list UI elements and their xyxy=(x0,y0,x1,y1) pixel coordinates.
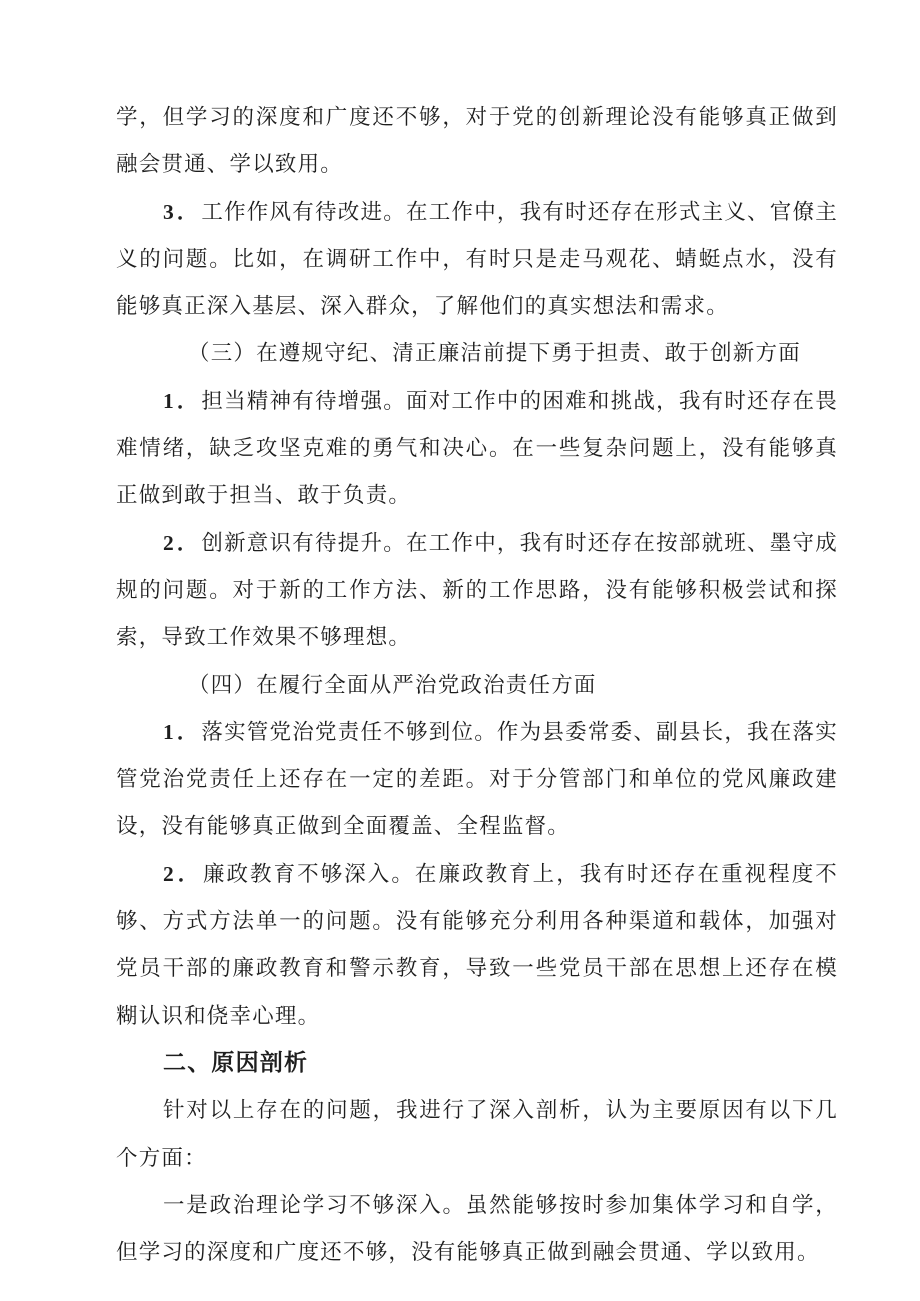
section-heading-text: 二、原因剖析 xyxy=(163,1049,309,1076)
item-number: 3． xyxy=(163,199,202,224)
paragraph-item-2-integrity-education xyxy=(116,851,838,1040)
paragraph-text: 一是政治理论学习不够深入。虽然能够按时参加集体学习和自学，但学习的深度和广度还不够，没有能够真正做到融会贯通、学以致用。 xyxy=(116,1192,838,1266)
subheading-three xyxy=(116,330,838,377)
paragraph-analysis-intro xyxy=(116,1087,838,1182)
paragraph-text: 学，但学习的深度和广度还不够，对于党的创新理论没有能够真正做到融会贯通、学以致用。 xyxy=(116,105,838,178)
item-number: 1． xyxy=(163,388,202,413)
paragraph-cause-one xyxy=(116,1182,838,1277)
item-number: 1． xyxy=(163,719,202,744)
paragraph-text: 针对以上存在的问题，我进行了深入剖析，认为主要原因有以下几个方面： xyxy=(116,1098,838,1171)
paragraph-continuation xyxy=(116,94,838,189)
subheading-text: （四）在履行全面从严治党政治责任方面 xyxy=(188,672,597,698)
paragraph-item-1-party-governance xyxy=(116,709,838,851)
item-number: 2． xyxy=(163,861,203,886)
document-body xyxy=(116,94,838,1276)
paragraph-text: 廉政教育不够深入。在廉政教育上，我有时还存在重视程度不够、方式方法单一的问题。没有能够充分利用各种渠道和载体，加强对党员干部的廉政教育和警示教育，导致一些党员干部在思想上还存在模糊认识和侥幸心理。 xyxy=(116,861,838,1029)
subheading-text: （三）在遵规守纪、清正廉洁前提下勇于担责、敢于创新方面 xyxy=(188,341,801,367)
item-number: 2． xyxy=(163,530,202,555)
section-heading-cause-analysis xyxy=(116,1040,838,1087)
subheading-four xyxy=(116,662,838,709)
paragraph-text: 落实管党治党责任不够到位。作为县委常委、副县长，我在落实管党治党责任上还存在一定的差距。对于分管部门和单位的党风廉政建设，没有能够真正做到全面覆盖、全程监督。 xyxy=(116,719,838,840)
paragraph-item-1-responsibility xyxy=(116,378,838,520)
paragraph-item-3-work-style xyxy=(116,189,838,331)
paragraph-text: 创新意识有待提升。在工作中，我有时还存在按部就班、墨守成规的问题。对于新的工作方法、新的工作思路，没有能够积极尝试和探索，导致工作效果不够理想。 xyxy=(116,530,838,651)
paragraph-text: 工作作风有待改进。在工作中，我有时还存在形式主义、官僚主义的问题。比如，在调研工作中，有时只是走马观花、蜻蜓点水，没有能够真正深入基层、深入群众，了解他们的真实想法和需求。 xyxy=(116,199,838,320)
paragraph-item-2-innovation xyxy=(116,520,838,662)
paragraph-text: 担当精神有待增强。面对工作中的困难和挑战，我有时还存在畏难情绪，缺乏攻坚克难的勇气和决心。在一些复杂问题上，没有能够真正做到敢于担当、敢于负责。 xyxy=(116,388,838,509)
